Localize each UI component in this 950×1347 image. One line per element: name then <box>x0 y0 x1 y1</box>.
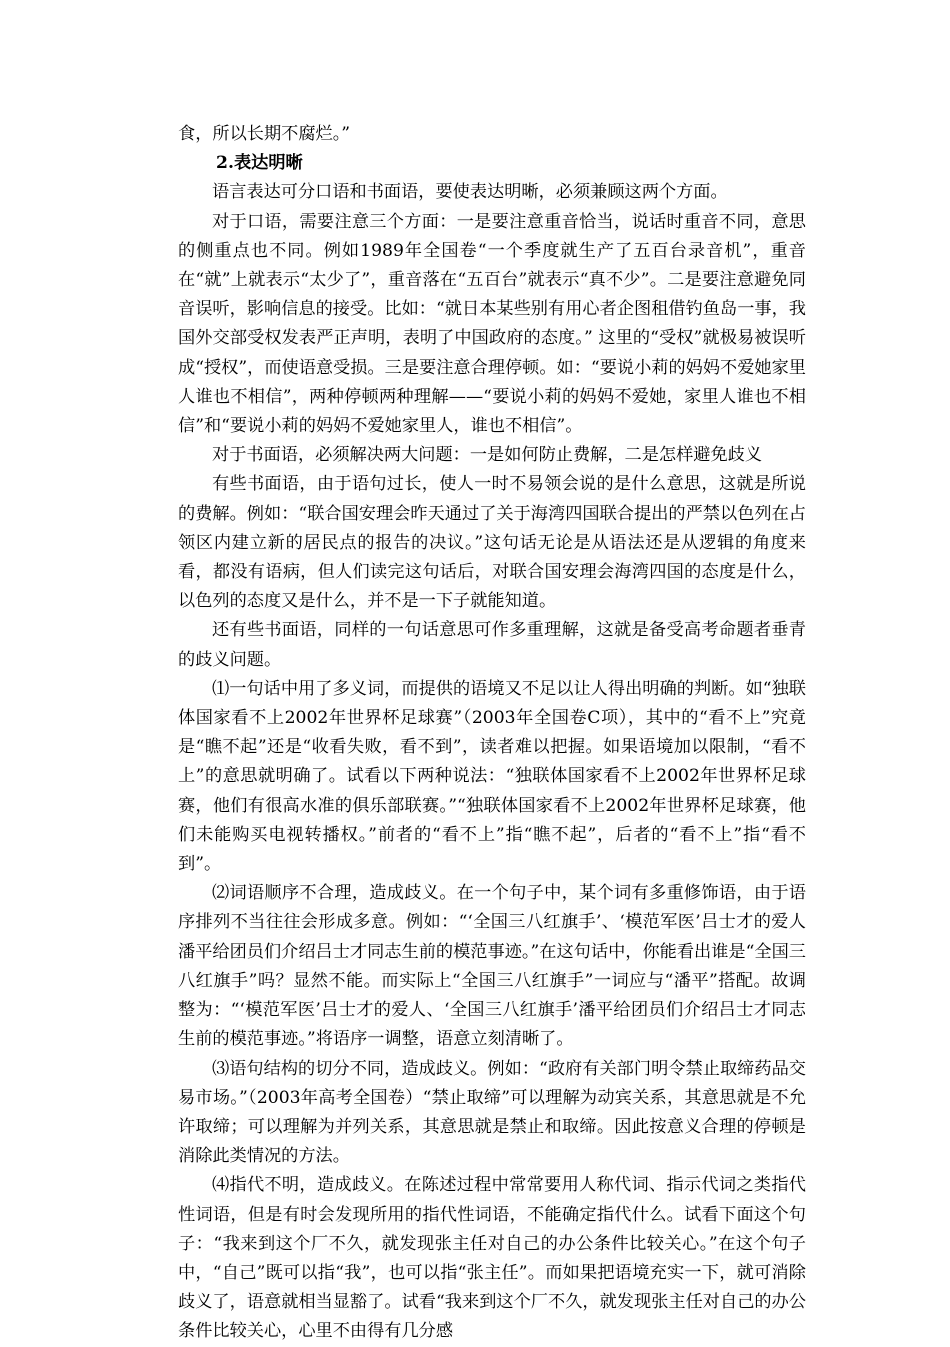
paragraph-point-2: ⑵词语顺序不合理，造成歧义。在一个句子中，某个词有多重修饰语，由于语序排列不当往往会形成多意。例如：“‘全国三八红旗手’、‘模范军医’吕士才的爱人潘平给团员们介绍吕士才同志生前的模范事迹。”在这句话中，你能看出谁是“全国三八红旗手”吗？显然不能。而实际上“全国三八红旗手”一词应与“潘平”搭配。故调整为：“‘模范军医’吕士才的爱人、‘全国三八红旗手’潘平给团员们介绍吕士才同志生前的模范事迹。”将语序一调整，语意立刻清晰了。 <box>178 883 806 1050</box>
paragraph-ambiguity: 还有些书面语，同样的一句话意思可作多重理解，这就是备受高考命题者垂青的歧义问题。 <box>178 620 806 670</box>
document-page <box>178 120 806 1347</box>
paragraph-point-3: ⑶语句结构的切分不同，造成歧义。例如：“政府有关部门明令禁止取缔药品交易市场。”（2003年高考全国卷）“禁止取缔”可以理解为动宾关系，其意思就是不允许取缔；可以理解为并列关系，其意思就是禁止和取缔。因此按意义合理的停顿是消除此类情况的方法。 <box>178 1058 806 1167</box>
paragraph-intro: 语言表达可分口语和书面语，要使表达明晰，必须兼顾这两个方面。 <box>212 182 728 203</box>
paragraph-obscurity: 有些书面语，由于语句过长，使人一时不易领会说的是什么意思，这就是所说的费解。例如：“联合国安理会昨天通过了关于海湾四国联合提出的严禁以色列在占领区内建立新的居民点的报告的决议。”这句话无论是从语法还是从逻辑的角度来看，都没有语病，但人们读完这句话后，对联合国安理会海湾四国的态度是什么，以色列的态度又是什么，并不是一下子就能知道。 <box>178 474 806 612</box>
continued-line: 食，所以长期不腐烂。” <box>178 124 351 144</box>
paragraph-spoken-language: 对于口语，需要注意三个方面：一是要注意重音恰当，说话时重音不同，意思的侧重点也不同。例如1989年全国卷“一个季度就生产了五百台录音机”，重音在“就”上就表示“太少了”，重音落在“五百台”就表示“真不少”。二是要注意避免同音误听，影响信息的接受。比如：“就日本某些别有用心者企图租借钓鱼岛一事，我国外交部受权发表严正声明，表明了中国政府的态度。” 这里的“受权”就极易被误听成“授权”，而使语意受损。三是要注意合理停顿。如：“要说小莉的妈妈不爱她家里人谁也不相信”，两种停顿两种理解——“要说小莉的妈妈不爱她，家里人谁也不相信”和“要说小莉的妈妈不爱她家里人，谁也不相信”。 <box>178 211 806 437</box>
section-heading: 2.表达明晰 <box>216 153 303 174</box>
paragraph-point-4: ⑷指代不明，造成歧义。在陈述过程中常常要用人称代词、指示代词之类指代性词语，但是有时会发现所用的指代性词语，不能确定指代什么。试看下面这个句子：“我来到这个厂不久，就发现张主任对自己的办公条件比较关心。”在这个句子中，“自己”既可以指“我”，也可以指“张主任”。而如果把语境充实一下，就可消除歧义了，语意就相当显豁了。试看“我来到这个厂不久，就发现张主任对自己的办公条件比较关心，心里不由得有几分感 <box>178 1175 806 1342</box>
paragraph-point-1: ⑴一句话中用了多义词，而提供的语境又不足以让人得出明确的判断。如“独联体国家看不上2002年世界杯足球赛”（2003年全国卷C项），其中的“看不上”究竟是“瞧不起”还是“收看失败，看不到”，读者难以把握。如果语境加以限制，“看不上”的意思就明确了。试看以下两种说法：“独联体国家看不上2002年世界杯足球赛，他们有很高水准的俱乐部联赛。”“独联体国家看不上2002年世界杯足球赛，他们未能购买电视转播权。”前者的“看不上”指“瞧不起”，后者的“看不上”指“看不到”。 <box>178 678 806 875</box>
paragraph-written-language: 对于书面语，必须解决两大问题：一是如何防止费解，二是怎样避免歧义 <box>212 445 763 466</box>
